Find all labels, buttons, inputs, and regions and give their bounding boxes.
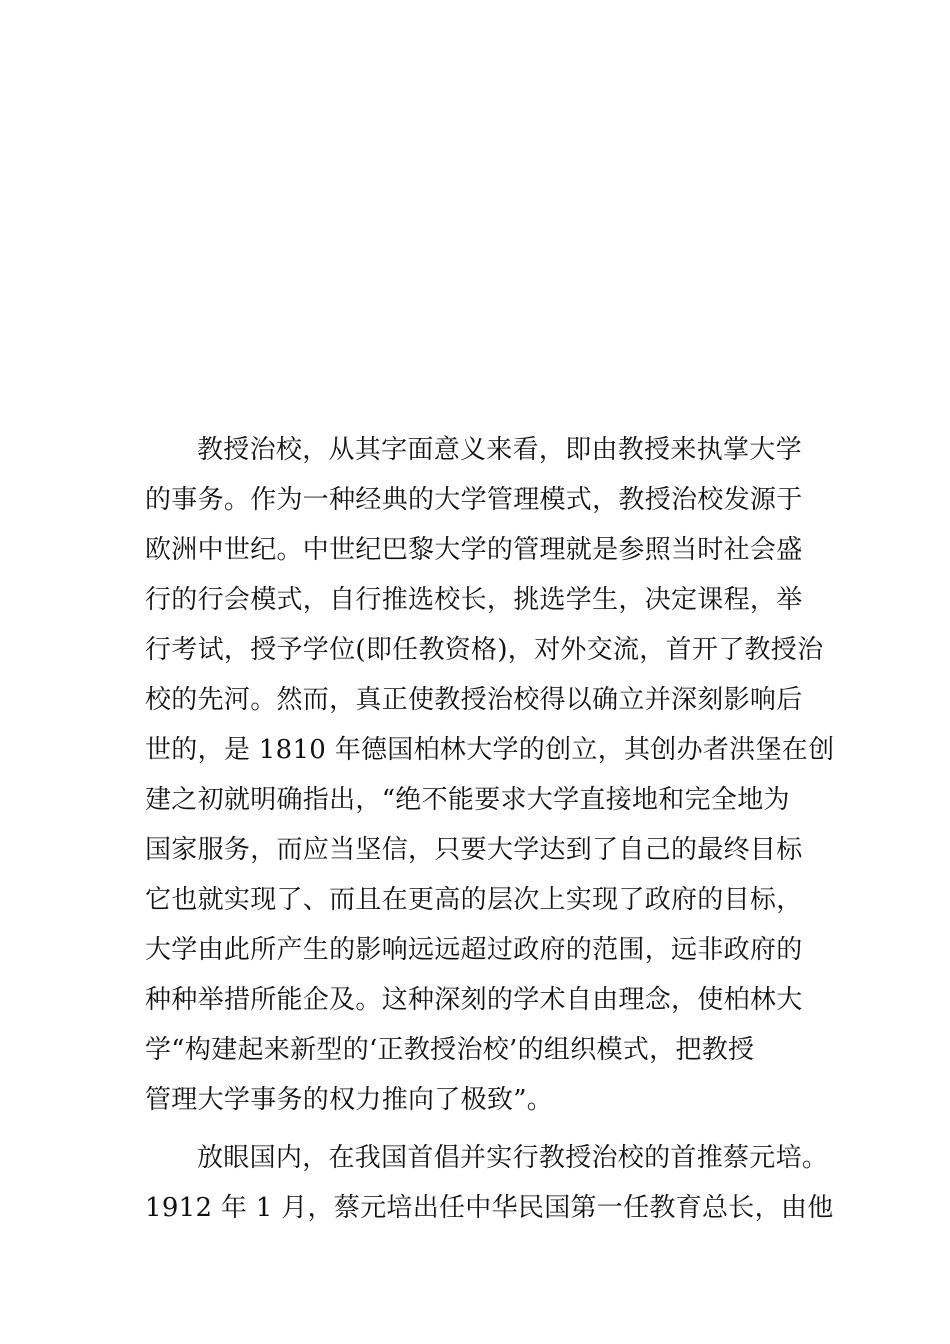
text-line: 欧洲中世纪。中世纪巴黎大学的管理就是参照当时社会盛 bbox=[145, 535, 803, 565]
text-line: 的事务。作为一种经典的大学管理模式，教授治校发源于 bbox=[145, 485, 803, 515]
paragraph-spacer bbox=[145, 1125, 845, 1133]
text-line: 放眼国内，在我国首倡并实行教授治校的首推蔡元培。 bbox=[197, 1143, 829, 1173]
paragraph-2 bbox=[145, 1133, 845, 1233]
text-line: 建之初就明确指出，“绝不能要求大学直接地和完全地为 bbox=[145, 785, 790, 815]
body-text bbox=[145, 425, 845, 1233]
text-line: 世的，是 1810 年德国柏林大学的创立，其创办者洪堡在创 bbox=[145, 735, 835, 765]
text-line: 行的行会模式，自行推选校长，挑选学生，决定课程，举 bbox=[145, 585, 803, 615]
text-line: 国家服务，而应当坚信，只要大学达到了自己的最终目标 bbox=[145, 835, 803, 865]
text-line: 教授治校，从其字面意义来看，即由教授来执掌大学 bbox=[197, 435, 802, 465]
text-line: 它也就实现了、而且在更高的层次上实现了政府的目标， bbox=[145, 885, 803, 915]
text-line: 学“构建起来新型的‘正教授治校’的组织模式，把教授 bbox=[145, 1035, 755, 1065]
paragraph-1 bbox=[145, 425, 845, 1125]
text-line: 管理大学事务的权力推向了极致”。 bbox=[145, 1085, 554, 1115]
text-line: 校的先河。然而，真正使教授治校得以确立并深刻影响后 bbox=[145, 685, 803, 715]
text-line: 大学由此所产生的影响远远超过政府的范围，远非政府的 bbox=[145, 935, 803, 965]
text-line: 1912 年 1 月，蔡元培出任中华民国第一任教育总长，由他 bbox=[145, 1193, 834, 1223]
text-line: 种种举措所能企及。这种深刻的学术自由理念，使柏林大 bbox=[145, 985, 803, 1015]
text-line: 行考试，授予学位(即任教资格)，对外交流，首开了教授治 bbox=[145, 635, 824, 665]
